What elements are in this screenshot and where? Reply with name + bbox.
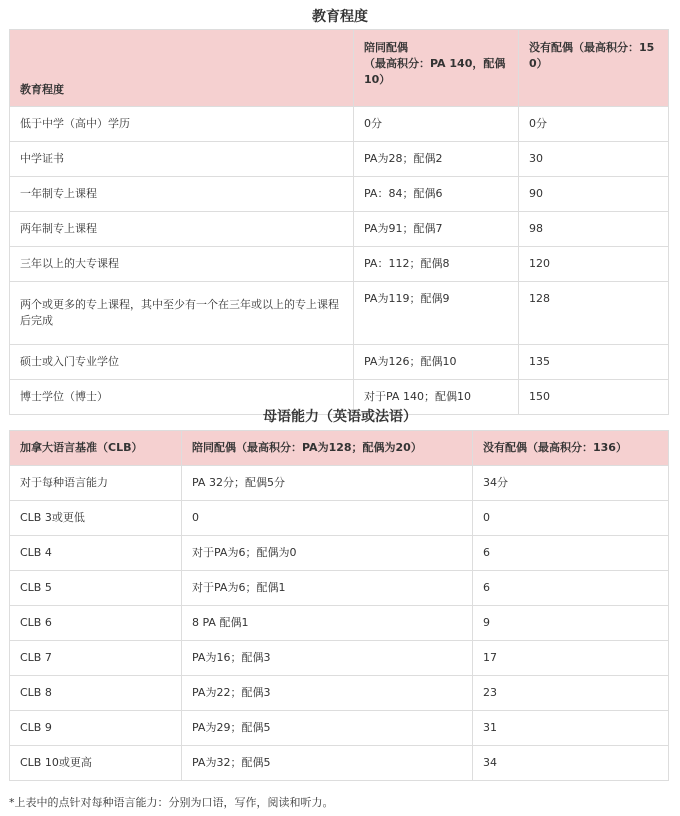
table-row (10, 501, 669, 536)
table-row (10, 711, 669, 746)
table-row (10, 746, 669, 781)
clb-level-cell: CLB 9 (10, 711, 182, 746)
table-row (10, 606, 669, 641)
with-spouse-cell: PA为28；配偶2 (354, 142, 519, 177)
without-spouse-cell: 128 (519, 282, 669, 345)
language-table (9, 430, 669, 781)
with-spouse-cell: 8 PA 配偶1 (182, 606, 473, 641)
with-spouse-cell: 对于PA为6；配偶1 (182, 571, 473, 606)
without-spouse-cell: 30 (519, 142, 669, 177)
table-row (10, 536, 669, 571)
clb-level-cell: CLB 3或更低 (10, 501, 182, 536)
with-spouse-cell: PA为29；配偶5 (182, 711, 473, 746)
education-table-title: 教育程度 (312, 9, 368, 25)
without-spouse-cell: 34 (473, 746, 669, 781)
column-header-education: 教育程度 (10, 30, 354, 107)
without-spouse-cell: 0 (473, 501, 669, 536)
without-spouse-cell: 120 (519, 247, 669, 282)
clb-level-cell: CLB 10或更高 (10, 746, 182, 781)
table-header-row (10, 30, 669, 107)
table-row (10, 177, 669, 212)
with-spouse-cell: PA为91；配偶7 (354, 212, 519, 247)
table-row (10, 345, 669, 380)
without-spouse-cell: 6 (473, 571, 669, 606)
clb-level-cell: CLB 7 (10, 641, 182, 676)
education-level-cell: 两个或更多的专上课程，其中至少有一个在三年或以上的专上课程后完成 (10, 282, 354, 345)
without-spouse-cell: 150 (519, 380, 669, 415)
with-spouse-cell: PA：84；配偶6 (354, 177, 519, 212)
education-level-cell: 中学证书 (10, 142, 354, 177)
education-level-cell: 低于中学（高中）学历 (10, 107, 354, 142)
table-row (10, 641, 669, 676)
without-spouse-cell: 9 (473, 606, 669, 641)
education-level-cell: 硕士或入门专业学位 (10, 345, 354, 380)
with-spouse-cell: 对于PA为6；配偶为0 (182, 536, 473, 571)
with-spouse-cell: PA：112；配偶8 (354, 247, 519, 282)
column-header-without-spouse: 没有配偶（最高积分：150） (519, 30, 669, 107)
education-level-cell: 三年以上的大专课程 (10, 247, 354, 282)
without-spouse-cell: 90 (519, 177, 669, 212)
with-spouse-cell: PA 32分；配偶5分 (182, 466, 473, 501)
education-level-cell: 博士学位（博士） (10, 380, 354, 415)
column-header-without-spouse: 没有配偶（最高积分：136） (473, 431, 669, 466)
with-spouse-cell: 0分 (354, 107, 519, 142)
education-level-cell: 一年制专上课程 (10, 177, 354, 212)
clb-level-cell: CLB 6 (10, 606, 182, 641)
table-row (10, 282, 669, 345)
clb-level-cell: CLB 8 (10, 676, 182, 711)
footnote: *上表中的点针对每种语言能力：分别为口语，写作，阅读和听力。 (9, 796, 334, 809)
without-spouse-cell: 135 (519, 345, 669, 380)
with-spouse-cell: PA为126；配偶10 (354, 345, 519, 380)
clb-level-cell: CLB 5 (10, 571, 182, 606)
without-spouse-cell: 17 (473, 641, 669, 676)
table-header-row (10, 431, 669, 466)
with-spouse-cell: PA为22；配偶3 (182, 676, 473, 711)
table-row (10, 466, 669, 501)
with-spouse-cell: 0 (182, 501, 473, 536)
table-row (10, 571, 669, 606)
with-spouse-cell: PA为32；配偶5 (182, 746, 473, 781)
column-header-with-spouse: 陪同配偶（最高积分：PA为128；配偶为20） (182, 431, 473, 466)
without-spouse-cell: 0分 (519, 107, 669, 142)
column-header-clb: 加拿大语言基准（CLB） (10, 431, 182, 466)
without-spouse-cell: 6 (473, 536, 669, 571)
column-header-with-spouse: 陪同配偶 （最高积分：PA 140，配偶10） (354, 30, 519, 107)
clb-level-cell: 对于每种语言能力 (10, 466, 182, 501)
without-spouse-cell: 34分 (473, 466, 669, 501)
education-level-cell: 两年制专上课程 (10, 212, 354, 247)
with-spouse-cell: PA为16；配偶3 (182, 641, 473, 676)
clb-level-cell: CLB 4 (10, 536, 182, 571)
without-spouse-cell: 98 (519, 212, 669, 247)
table-row (10, 676, 669, 711)
table-row (10, 247, 669, 282)
table-row (10, 142, 669, 177)
table-row (10, 107, 669, 142)
table-row (10, 212, 669, 247)
education-table (9, 29, 669, 415)
with-spouse-cell: 对于PA 140；配偶10 (354, 380, 519, 415)
without-spouse-cell: 31 (473, 711, 669, 746)
without-spouse-cell: 23 (473, 676, 669, 711)
language-table-title: 母语能力（英语或法语） (263, 409, 417, 425)
with-spouse-cell: PA为119；配偶9 (354, 282, 519, 345)
